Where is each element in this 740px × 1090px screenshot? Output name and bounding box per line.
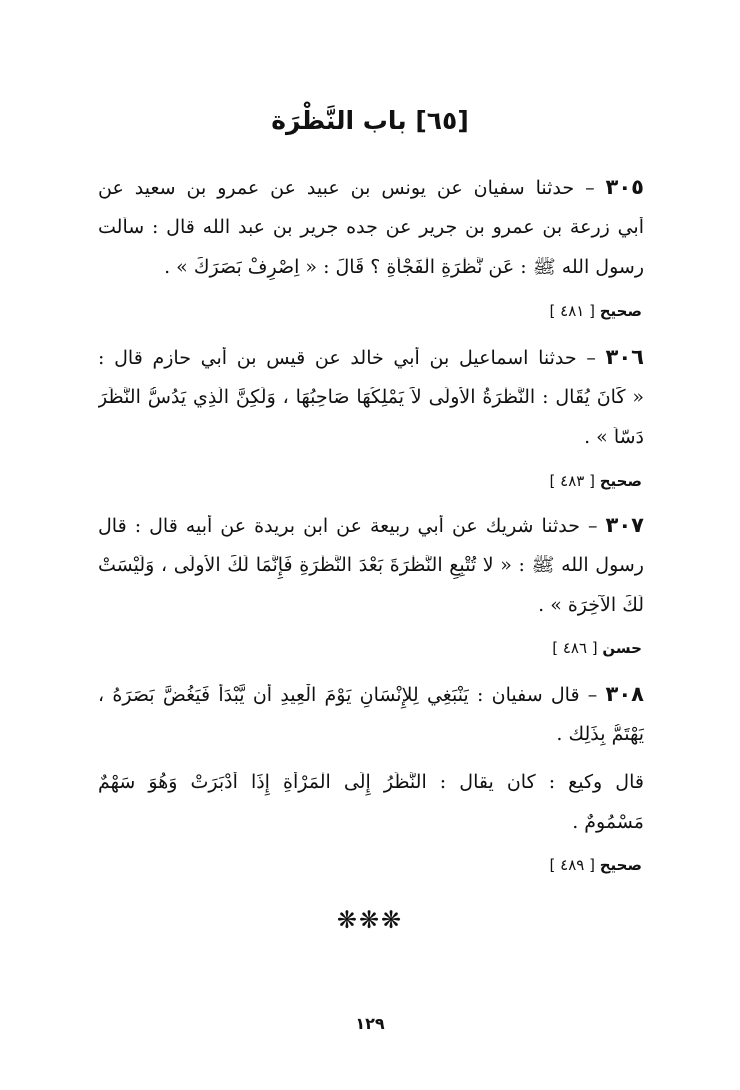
- grade-label: حسن: [602, 639, 642, 657]
- hadith-line: – حدثنا سفيان عن يونس بن عبيد عن عمرو بن سعيد عن: [98, 177, 595, 199]
- hadith-308: [98, 684, 644, 764]
- hadith-number: ٣٠٥: [605, 177, 644, 199]
- grade-label: صحيح: [599, 472, 642, 490]
- hadith-grade: [550, 302, 642, 320]
- grade-label: صحيح: [599, 856, 642, 874]
- hadith-grade: [552, 639, 642, 657]
- hadith-number: ٣٠٨: [605, 684, 644, 706]
- hadith-line: قال وكيع : كان يقال : النَّظَرُ إِلَى الْمَرْأَةِ إِذَا أَدْبَرَتْ وَهُوَ سَهْمٌ: [98, 772, 644, 793]
- page-number: ١٢٩: [355, 1014, 385, 1033]
- hadith-307: [98, 515, 644, 635]
- hadith-line: – قال سفيان : يَنْبَغِي لِلإِنْسَانِ يَوْمَ الْعِيدِ أن يَّبْدَأَ فَيَغُضَّ بَصَرَهُ ،: [98, 684, 598, 706]
- waki-statement: [98, 772, 644, 852]
- hadith-305: [98, 177, 644, 297]
- hadith-line: « كَانَ يُقَال : النَّظْرَةُ الأُولَى لاَ يَمْلِكُهَا صَاحِبُهَا ، وَلَكِنَّ الَّذِي يَدُسُّ النَّظَرَ: [98, 387, 644, 408]
- hadith-number: ٣٠٧: [605, 515, 644, 537]
- grade-ref: [ ٤٨٣ ]: [549, 472, 595, 490]
- section-separator: ❋❋❋: [336, 906, 404, 934]
- hadith-line: يَهْتَمُّ بِذَلِك .: [556, 724, 644, 745]
- hadith-line: رسول الله ﷺ : « لا تُتْبِعِ النَّظْرَةَ بَعْدَ النَّظْرَةِ فَإِنَّمَا لَكَ الأُولَى ، وَلَيْسَتْ: [98, 555, 644, 576]
- hadith-line: أبي زرعة بن عمرو بن جرير عن جده جرير بن عبد الله قال : سألت: [98, 217, 644, 238]
- grade-label: صحيح: [599, 302, 642, 320]
- grade-ref: [ ٤٨١ ]: [549, 302, 595, 320]
- chapter-title: [٦٥] باب النَّظْرَة: [271, 106, 469, 135]
- hadith-line: – حدثنا شريك عن أبي ربيعة عن ابن بريدة عن أبيه قال : قال: [98, 515, 598, 537]
- grade-ref: [ ٤٨٦ ]: [552, 639, 598, 657]
- grade-ref: [ ٤٨٩ ]: [549, 856, 595, 874]
- hadith-line: – حدثنا اسماعيل بن أبي خالد عن قيس بن أبي حازم قال :: [98, 347, 596, 369]
- hadith-line: رسول الله ﷺ : عَن نَّظْرَةِ الْفَجْأةِ ؟ قَالَ : « اِصْرِفْ بَصَرَكَ » .: [164, 257, 644, 278]
- hadith-line: دَسّاً » .: [584, 427, 644, 448]
- hadith-line: لَكَ الآخِرَة » .: [538, 595, 644, 616]
- hadith-grade: [550, 856, 642, 874]
- hadith-number: ٣٠٦: [605, 347, 644, 369]
- hadith-grade: [550, 472, 642, 490]
- hadith-306: [98, 347, 644, 467]
- hadith-line: مَسْمُومٌ .: [572, 812, 644, 833]
